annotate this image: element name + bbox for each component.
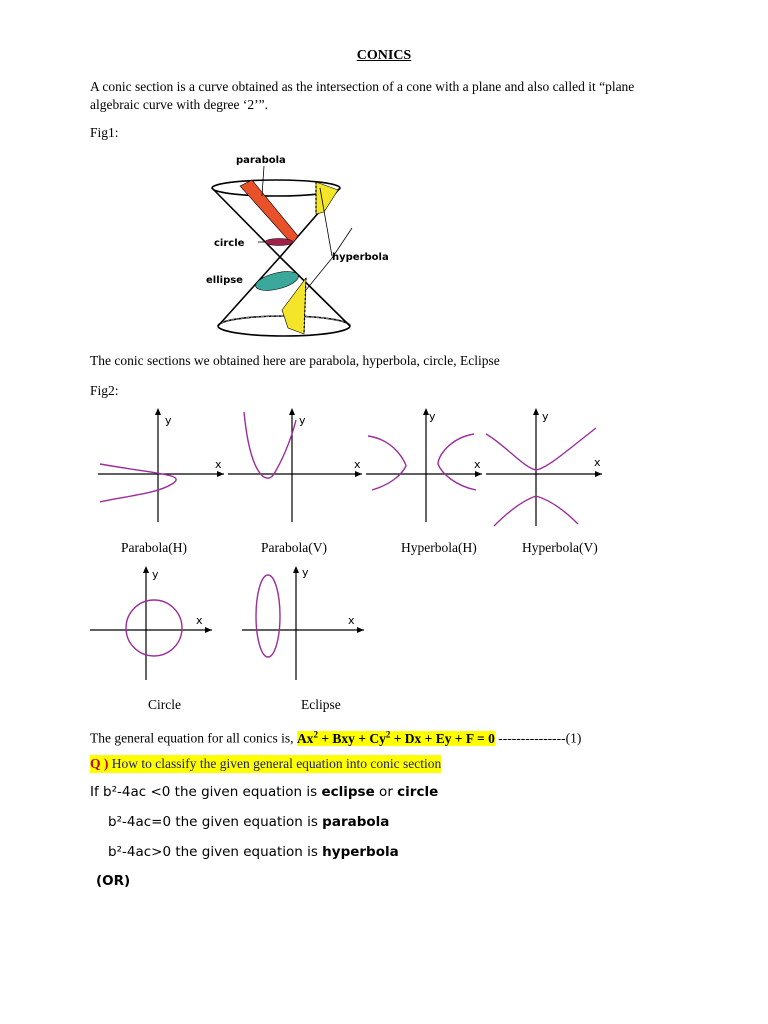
general-equation: $Ax^2$ + Bxy + $Cy^2 + Dx + Ey + F = 0$ bbox=[296, 729, 495, 746]
hyperbola-upper-section bbox=[316, 182, 338, 214]
graph-parabola-v bbox=[226, 404, 366, 524]
graph-hyperbola-v bbox=[484, 404, 608, 528]
graph-parabola-h bbox=[96, 404, 232, 524]
y-axis-label: y bbox=[152, 568, 159, 581]
graph-eclipse bbox=[240, 564, 370, 684]
general-equation-prefix: The general equation for all conics is, bbox=[90, 730, 297, 746]
general-equation-line bbox=[90, 725, 581, 748]
circle-section bbox=[265, 239, 293, 246]
y-axis-label: y bbox=[302, 566, 309, 579]
x-axis-label: x bbox=[215, 458, 222, 471]
intro-paragraph: A conic section is a curve obtained as the intersection of a cone with a plane and also called it “plane algebraic curve with degree ‘2’”. bbox=[90, 79, 635, 112]
rule-parabola: b²-4ac=0 the given equation is parabola bbox=[108, 814, 390, 830]
fig1-label: Fig1: bbox=[90, 125, 119, 140]
ellipse-curve bbox=[256, 575, 280, 657]
conics-obtained-text: The conic sections we obtained here are parabola, hyperbola, circle, Eclipse bbox=[90, 353, 500, 368]
question-text: How to classify the given general equation into conic section bbox=[108, 756, 442, 771]
equation-number: ---------------(1) bbox=[494, 730, 582, 746]
x-axis-label: x bbox=[474, 458, 481, 471]
x-axis-label: x bbox=[354, 458, 361, 471]
caption-hyperbola-v: Hyperbola(V) bbox=[522, 540, 598, 555]
ellipse-section bbox=[254, 268, 301, 294]
x-axis-label: x bbox=[196, 614, 203, 627]
x-axis-label: x bbox=[594, 456, 601, 469]
circle-curve bbox=[126, 600, 182, 656]
or-label: (OR) bbox=[96, 873, 131, 889]
fig1-cone-diagram bbox=[200, 148, 410, 343]
x-axis-label: x bbox=[348, 614, 355, 627]
y-axis-label: y bbox=[165, 414, 172, 427]
fig2-label: Fig2: bbox=[90, 383, 119, 398]
parabola-section bbox=[240, 180, 298, 244]
caption-hyperbola-h: Hyperbola(H) bbox=[401, 540, 477, 555]
caption-eclipse: Eclipse bbox=[301, 697, 341, 712]
label-ellipse: ellipse bbox=[206, 275, 243, 286]
question-line bbox=[90, 755, 441, 773]
question-marker: Q ) bbox=[90, 756, 109, 771]
graph-circle bbox=[88, 564, 218, 684]
caption-circle: Circle bbox=[148, 697, 181, 712]
y-axis-label: y bbox=[299, 414, 306, 427]
caption-parabola-h: Parabola(H) bbox=[121, 540, 187, 555]
rule-hyperbola: b²-4ac>0 the given equation is hyperbola bbox=[108, 844, 399, 860]
graph-hyperbola-h bbox=[366, 404, 488, 524]
label-circle: circle bbox=[214, 238, 245, 249]
y-axis-label: y bbox=[542, 410, 549, 423]
page-title: CONICS bbox=[356, 48, 412, 63]
label-hyperbola: hyperbola bbox=[332, 252, 389, 263]
caption-parabola-v: Parabola(V) bbox=[261, 540, 327, 555]
y-axis-label: y bbox=[429, 410, 436, 423]
rule-eclipse-circle: If b²-4ac <0 the given equation is eclipse or circle bbox=[90, 784, 439, 800]
label-parabola: parabola bbox=[236, 155, 286, 166]
